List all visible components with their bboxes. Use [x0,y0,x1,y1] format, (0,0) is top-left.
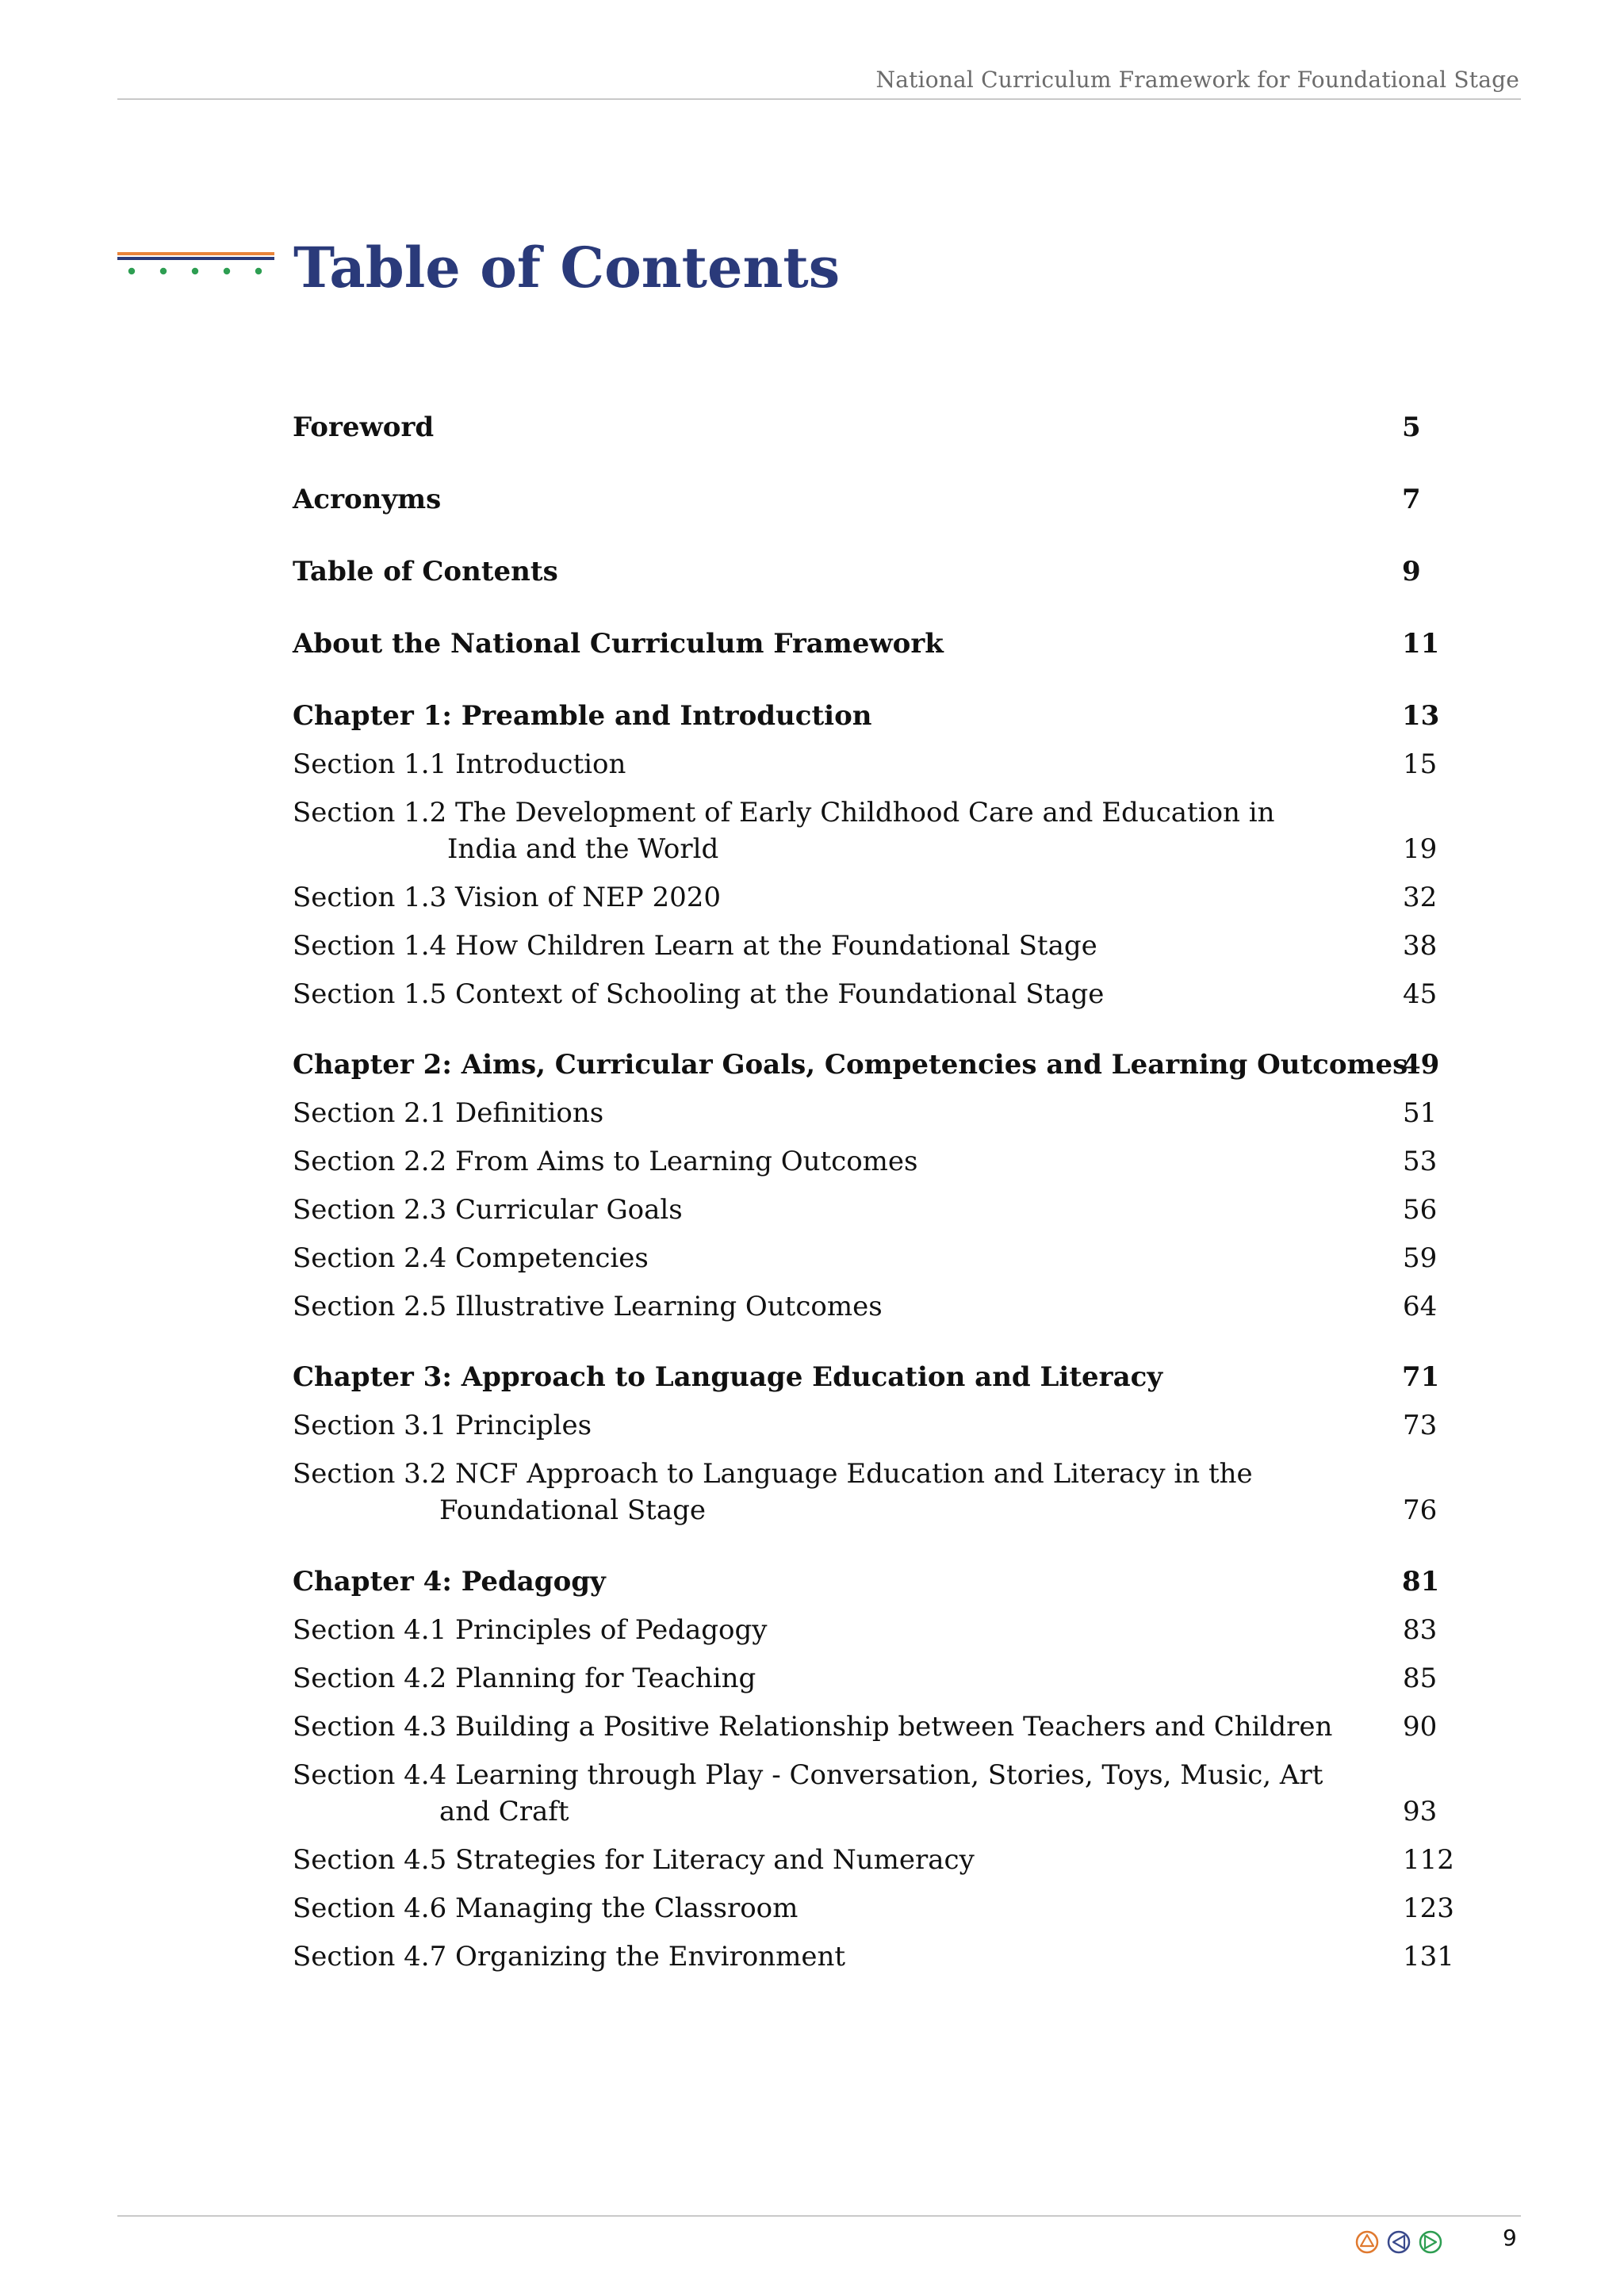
toc-entry-page: 112 [1403,1844,1454,1876]
toc-entry-label: Acronyms [293,484,442,515]
toc-entry-page: 59 [1403,1242,1438,1274]
triangle-circle-icon [1357,2232,1377,2252]
page-number: 9 [1503,2225,1517,2251]
toc-entry-label: Section 2.3 Curricular Goals [293,1194,683,1226]
toc-entry-label-continued: Foundational Stage [439,1494,706,1526]
toc-entry-label: Section 4.3 Building a Positive Relationship between Teachers and Children [293,1711,1333,1743]
page-title: Table of Contents [293,235,841,300]
toc-entry-label: Section 2.1 Definitions [293,1097,604,1129]
toc-entry-label: Section 2.2 From Aims to Learning Outcomes [293,1146,918,1177]
toc-entry-page: 51 [1403,1097,1438,1129]
toc-entry-page: 71 [1402,1361,1440,1393]
toc-entry-label: Table of Contents [293,556,558,587]
toc-entry-label: Section 2.4 Competencies [293,1242,649,1274]
toc-entry-page: 13 [1402,700,1440,732]
toc-entry-label-continued: India and the World [447,833,719,865]
toc-entry-label: About the National Curriculum Framework [293,628,944,660]
toc-entry-page: 19 [1403,833,1438,865]
toc-entry-page: 76 [1403,1494,1438,1526]
toc-entry-label: Section 3.2 NCF Approach to Language Education and Literacy in the [293,1458,1253,1490]
toc-entry-label: Section 1.4 How Children Learn at the Foundational Stage [293,930,1097,962]
toc-entry-label: Section 4.4 Learning through Play - Conversation, Stories, Toys, Music, Art [293,1759,1323,1791]
toc-entry-page: 123 [1403,1892,1454,1924]
toc-entry-label: Section 1.5 Context of Schooling at the Foundational Stage [293,978,1105,1010]
toc-entry-label: Chapter 4: Pedagogy [293,1566,606,1598]
toc-entry-page: 90 [1403,1711,1438,1743]
tricolor-ornament-icon [117,252,274,279]
toc-entry-page: 11 [1402,628,1440,660]
header-divider [117,98,1521,100]
toc-entry-page: 85 [1403,1663,1438,1694]
footer-divider [117,2215,1521,2217]
toc-entry-label: Chapter 1: Preamble and Introduction [293,700,872,732]
toc-entry-label: Section 4.1 Principles of Pedagogy [293,1614,768,1646]
left-arrow-circle-icon [1388,2232,1409,2252]
toc-entry-label: Section 2.5 Illustrative Learning Outcomes [293,1291,883,1322]
toc-entry-label: Chapter 3: Approach to Language Education and Literacy [293,1361,1163,1393]
toc-entry-label-continued: and Craft [439,1796,569,1827]
toc-entry-label: Section 3.1 Principles [293,1410,592,1441]
toc-entry-page: 15 [1403,748,1438,780]
toc-entry-page: 81 [1402,1566,1440,1598]
toc-entry-page: 83 [1403,1614,1438,1646]
toc-entry-label: Section 4.2 Planning for Teaching [293,1663,756,1694]
toc-entry-page: 49 [1402,1049,1440,1081]
toc-entry-label: Section 1.1 Introduction [293,748,626,780]
toc-entry-label: Section 1.2 The Development of Early Childhood Care and Education in [293,797,1275,828]
toc-entry-page: 45 [1403,978,1438,1010]
toc-entry-page: 73 [1403,1410,1438,1441]
toc-entry-page: 7 [1402,484,1421,515]
toc-entry-page: 38 [1403,930,1438,962]
toc-entry-label: Chapter 2: Aims, Curricular Goals, Competencies and Learning Outcomes [293,1049,1408,1081]
right-arrow-circle-icon [1420,2232,1441,2252]
toc-entry-page: 131 [1403,1941,1454,1973]
toc-entry-label: Section 4.7 Organizing the Environment [293,1941,846,1973]
toc-entry-page: 5 [1402,411,1421,443]
toc-entry-label: Section 4.5 Strategies for Literacy and Numeracy [293,1844,975,1876]
toc-entry-page: 56 [1403,1194,1438,1226]
toc-entry-label: Section 4.6 Managing the Classroom [293,1892,799,1924]
toc-entry-page: 9 [1402,556,1421,587]
footer-emblems [1353,2226,1445,2258]
toc-entry-label: Section 1.3 Vision of NEP 2020 [293,882,722,913]
toc-entry-page: 53 [1403,1146,1438,1177]
toc-entry-page: 64 [1403,1291,1438,1322]
toc-entry-page: 93 [1403,1796,1438,1827]
toc-entry-label: Foreword [293,411,435,443]
running-header: National Curriculum Framework for Foundational Stage [875,67,1519,93]
toc-entry-page: 32 [1403,882,1438,913]
